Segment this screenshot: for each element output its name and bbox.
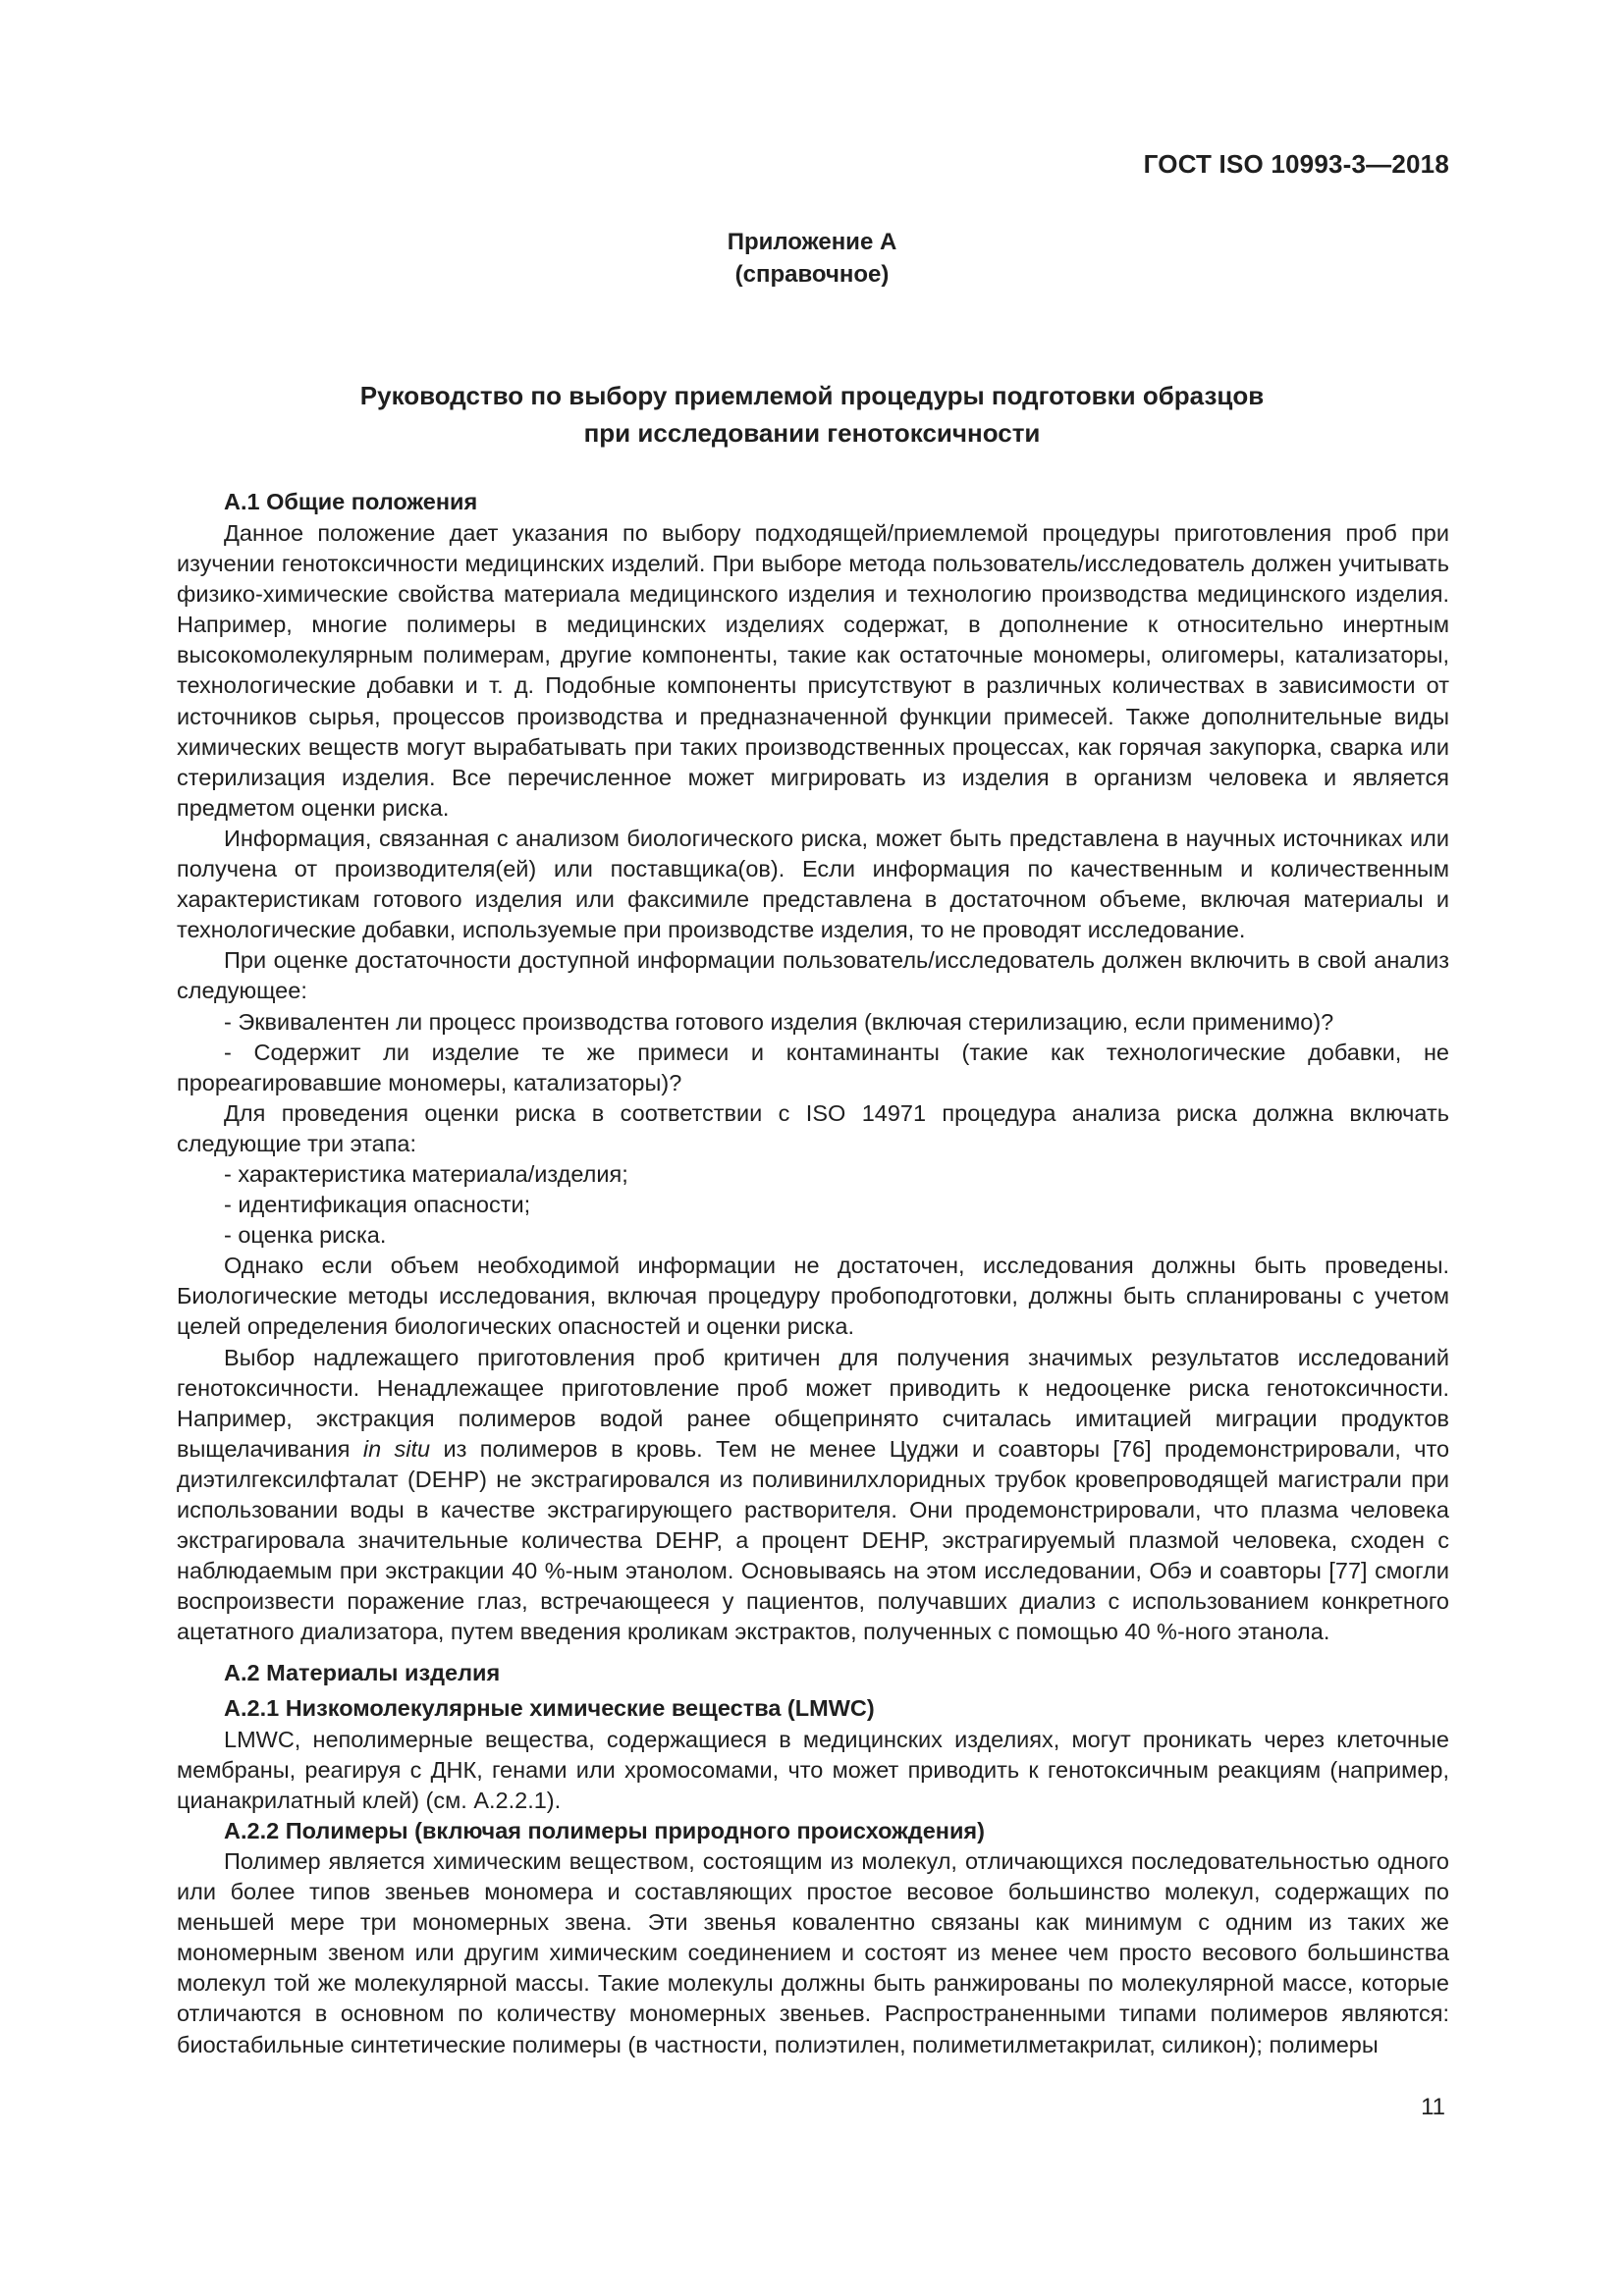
paragraph: При оценке достаточности доступной информации пользователь/исследователь должен включить в свой анализ следующее: <box>177 947 1449 1004</box>
annex-type: (справочное) <box>734 261 890 288</box>
paragraph: Однако если объем необходимой информации не достаточен, исследования должны быть проведены. Биологические методы исследования, включая процедуру пробоподготовки, должны быть спланированы с учетом целей определения биологических опасностей и оценки риска. <box>177 1253 1449 1340</box>
paragraph <box>177 1343 1449 1648</box>
italic-term: in situ <box>362 1435 431 1462</box>
paragraph-text: из полимеров в кровь. Тем не менее Цуджи и соавторы [76] продемонстрировали, что диэтилгексилфталат (DEHP) не экстрагировался из поливинилхлоридных трубок кровепроводящей магистрали при использовании воды в качестве экстрагирующего растворителя. Они продемонстрировали, что плазма человека экстрагировала значительные количества DEHP, а процент DEHP, экстрагируемый плазмой человека, сходен с наблюдаемым при экстракции 40 %-ным этанолом. Основываясь на этом исследовании, Обэ и соавторы [77] смогли воспроизвести поражение глаз, встречающееся у пациентов, получавших диализ с использованием конкретного ацетатного диализатора, путем введения кроликам экстрактов, полученных с помощью 40 %-ного этанола. <box>177 1435 1450 1645</box>
subsection-heading-a2-2: А.2.2 Полимеры (включая полимеры природного происхождения) <box>224 1817 985 1843</box>
paragraph-text: Выбор надлежащего приготовления проб критичен для получения значимых результатов исследований генотоксичности. Ненадлежащее приготовление проб может приводить к недооценке риска генотоксичности. Например, экстракция полимеров водой ранее общепринято считалась имитацией миграции продуктов выщелачивания <box>177 1344 1449 1462</box>
paragraph: Информация, связанная с анализом биологического риска, может быть представлена в научных источниках или получена от производителя(ей) или поставщика(ов). Если информация по качественным и количественным характеристикам готового изделия или факсимиле представлена в достаточном объеме, включая материалы и технологические добавки, используемые при производстве изделия, то не проводят исследование. <box>177 825 1449 943</box>
paragraph: Данное положение дает указания по выбору подходящей/приемлемой процедуры приготовления проб при изучении генотоксичности медицинских изделий. При выборе метода пользователь/исследователь должен учитывать физико-химические свойства материала медицинского изделия и технологию производства медицинского изделия. Например, многие полимеры в медицинских изделиях содержат, в дополнение к относительно инертным высокомолекулярным полимерам, другие компоненты, такие как остаточные мономеры, олигомеры, катализаторы, технологические добавки и т. д. Подобные компоненты присутствуют в различных количествах в зависимости от источников сырья, процессов производства и предназначенной функции примесей. Также дополнительные виды химических веществ могут вырабатывать при таких производственных процессах, как горячая закупорка, сварка или стерилизация изделия. Все перечисленное может мигрировать из изделия в организм человека и является предметом оценки риска. <box>177 520 1449 821</box>
list-item: - Эквивалентен ли процесс производства готового изделия (включая стерилизацию, если применимо)? <box>224 1008 1334 1035</box>
document-title-line-1: Руководство по выбору приемлемой процедуры подготовки образцов <box>359 381 1265 410</box>
section-heading-a2: А.2 Материалы изделия <box>224 1660 501 1686</box>
paragraph: Полимер является химическим веществом, состоящим из молекул, отличающихся последовательностью одного или более типов звеньев мономера и составляющих простое весовое большинство молекул, содержащих по меньшей мере три мономерных звена. Эти звенья ковалентно связаны как минимум с одним из таких же мономерным звеном или другим химическим соединением и состоят из менее чем просто весового большинства молекул той же молекулярной массы. Такие молекулы должны быть ранжированы по молекулярной массе, которые отличаются в основном по количеству мономерных звеньев. Распространенными типами полимеров являются: биостабильные синтетические полимеры (в частности, полиэтилен, полиметилметакрилат, силикон); полимеры <box>177 1847 1449 2057</box>
paragraph: LMWC, неполимерные вещества, содержащиеся в медицинских изделиях, могут проникать через клеточные мембраны, реагируя с ДНК, генами или хромосомами, что может приводить к генотоксичным реакциям (например, цианакрилатный клей) (см. А.2.2.1). <box>177 1726 1449 1813</box>
page-number: 11 <box>1421 2094 1445 2120</box>
subsection-heading-a2-1: А.2.1 Низкомолекулярные химические вещества (LMWC) <box>224 1695 875 1722</box>
list-item: - оценка риска. <box>224 1222 387 1249</box>
section-heading-a1: А.1 Общие положения <box>224 489 478 514</box>
annex-heading <box>0 226 1624 291</box>
document-code: ГОСТ ISO 10993-3—2018 <box>1143 149 1449 179</box>
annex-title: Приложение А <box>727 229 897 255</box>
document-body <box>177 486 1449 2060</box>
document-title-line-2: при исследовании генотоксичности <box>583 418 1041 448</box>
list-item: - Содержит ли изделие те же примеси и контаминанты (такие как технологические добавки, не прореагировавшие мономеры, катализаторы)? <box>177 1039 1449 1095</box>
paragraph: Для проведения оценки риска в соответствии с ISO 14971 процедура анализа риска должна включать следующие три этапа: <box>177 1099 1449 1156</box>
document-title <box>0 377 1624 452</box>
list-item: - идентификация опасности; <box>224 1192 531 1218</box>
list-item: - характеристика материала/изделия; <box>224 1160 628 1187</box>
